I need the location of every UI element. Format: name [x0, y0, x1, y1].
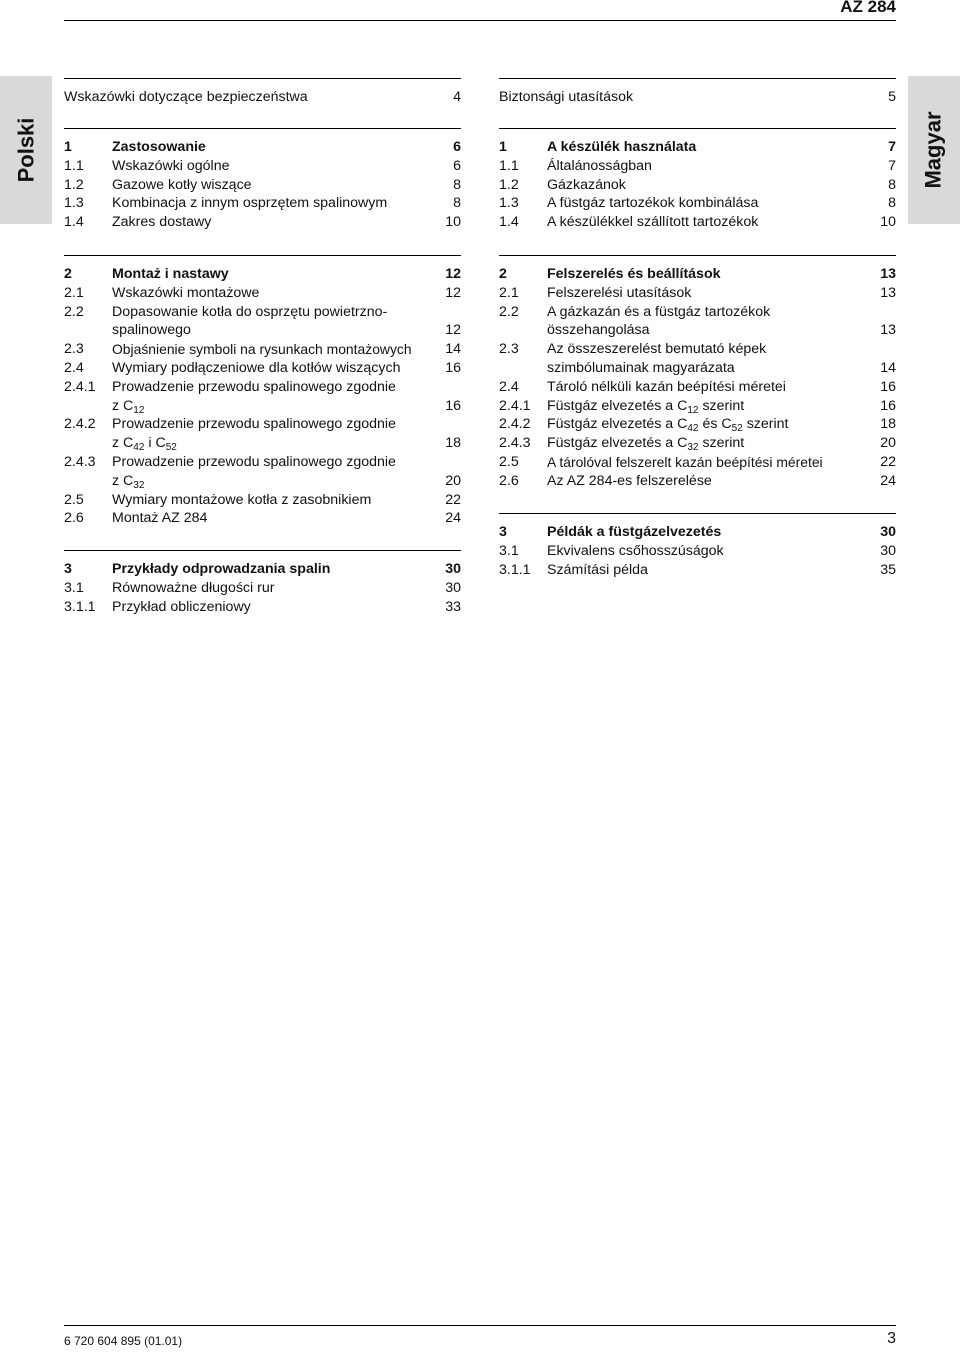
entry-number: 1.1 — [64, 157, 84, 174]
entry-page: 22 — [445, 491, 461, 508]
entry-page: 16 — [445, 359, 461, 376]
entry-number: 1.3 — [499, 195, 519, 212]
toc-entry-continuation — [64, 434, 461, 453]
entry-title: Kombinacja z innym osprzętem spalinowym — [112, 195, 388, 212]
entry-title: Montaż AZ 284 — [112, 510, 208, 527]
entry-title: A készülékkel szállított tartozékok — [547, 214, 759, 231]
entry-title: Az AZ 284-es felszerelése — [547, 472, 712, 489]
entry-title-formula: Füstgáz elvezetés a $C_{12}$ szerint — [547, 397, 745, 416]
entry-title: Wymiary podłączeniowe dla kotłów wiszących — [112, 359, 401, 376]
entry-number: 1.2 — [64, 176, 84, 193]
entry-page: 30 — [445, 579, 461, 596]
entry-page: 8 — [453, 176, 461, 193]
entry-page: 14 — [445, 341, 461, 358]
toc-entry[interactable] — [64, 176, 461, 195]
toc-entry[interactable] — [499, 194, 896, 213]
entry-number: 2.4.3 — [499, 435, 531, 452]
entry-title: Prowadzenie przewodu spalinowego zgodnie — [112, 453, 396, 470]
entry-page: 24 — [445, 510, 461, 527]
entry-title: A gázkazán és a füstgáz tartozékok — [547, 303, 771, 320]
entry-title: spalinowego — [112, 322, 191, 339]
entry-page: 20 — [445, 472, 461, 489]
toc-entry[interactable] — [64, 340, 461, 359]
entry-page: 10 — [880, 214, 896, 231]
toc-entry-continuation — [64, 472, 461, 491]
toc-entry[interactable] — [499, 453, 896, 472]
toc-intro-section — [499, 78, 896, 107]
toc-entry[interactable] — [64, 453, 461, 472]
toc-entry[interactable] — [64, 509, 461, 528]
entry-title: A készülék használata — [547, 139, 697, 155]
toc-entry[interactable] — [64, 415, 461, 434]
language-tab-hungarian — [908, 76, 960, 224]
toc-section-2 — [499, 255, 896, 491]
entry-number: 2.5 — [64, 491, 84, 508]
toc-entry[interactable] — [499, 415, 896, 434]
entry-page: 8 — [888, 176, 896, 193]
toc-entry[interactable] — [499, 303, 896, 322]
entry-page: 7 — [888, 157, 896, 174]
entry-title: Objaśnienie symboli na rysunkach montażowych — [112, 341, 412, 358]
toc-entry[interactable] — [499, 378, 896, 397]
toc-intro-section — [64, 78, 461, 107]
entry-page: 10 — [445, 214, 461, 231]
entry-number: 2 — [64, 266, 72, 282]
entry-number: 3 — [499, 524, 507, 540]
toc-entry[interactable] — [499, 514, 896, 542]
toc-entry[interactable] — [499, 213, 896, 232]
entry-number: 2.4.2 — [499, 416, 531, 433]
entry-title: A füstgáz tartozékok kombinálása — [547, 195, 759, 212]
entry-page: 20 — [880, 435, 896, 452]
entry-number: 2.3 — [499, 341, 519, 358]
language-tab-label: Polski — [13, 117, 38, 183]
page-number: 3 — [887, 1330, 896, 1347]
language-tab-label: Magyar — [921, 111, 947, 189]
toc-entry[interactable] — [499, 561, 896, 580]
toc-entry-continuation — [64, 397, 461, 416]
entry-number: 2.4.2 — [64, 416, 96, 433]
entry-page: 8 — [888, 195, 896, 212]
entry-page: 30 — [445, 561, 461, 577]
entry-number: 1 — [499, 139, 507, 155]
entry-page: 18 — [880, 416, 896, 433]
entry-page: 18 — [445, 435, 461, 452]
toc-entry[interactable] — [499, 340, 896, 359]
entry-page: 13 — [880, 266, 896, 282]
toc-entry[interactable] — [499, 472, 896, 491]
entry-number: 2.1 — [64, 284, 84, 301]
toc-entry[interactable] — [64, 256, 461, 284]
toc-entry[interactable] — [499, 129, 896, 157]
entry-title-formula: z $C_{12}$ — [112, 397, 145, 416]
entry-title: Zastosowanie — [112, 139, 206, 155]
entry-title: Az összeszerelést bemutató képek — [547, 341, 767, 358]
toc-entry[interactable] — [64, 157, 461, 176]
entry-title: Przykłady odprowadzania spalin — [112, 561, 331, 577]
entry-title: Wskazówki montażowe — [112, 284, 260, 301]
entry-title-formula: Füstgáz elvezetés a $C_{32}$ szerint — [547, 435, 745, 454]
entry-title: Gázkazánok — [547, 176, 626, 193]
entry-number: 3.1.1 — [64, 598, 96, 615]
toc-entry[interactable] — [64, 79, 461, 107]
entry-page: 22 — [880, 453, 896, 470]
footer-rule — [64, 1325, 896, 1326]
entry-title: Felszerelési utasítások — [547, 284, 692, 301]
entry-number: 2.6 — [499, 472, 519, 489]
entry-title: Tároló nélküli kazán beépítési méretei — [547, 378, 786, 395]
entry-title: Általánosságban — [547, 157, 652, 174]
entry-number: 3.1.1 — [499, 561, 531, 578]
entry-number: 2 — [499, 266, 507, 282]
entry-number: 2.4 — [64, 359, 84, 376]
toc-entry[interactable] — [64, 129, 461, 157]
entry-number: 2.5 — [499, 453, 519, 470]
entry-title: Biztonsági utasítások — [499, 89, 634, 105]
toc-entry[interactable] — [64, 491, 461, 510]
toc-entry[interactable] — [499, 79, 896, 107]
toc-entry-continuation — [499, 321, 896, 340]
entry-page: 4 — [453, 89, 461, 105]
toc-entry[interactable] — [64, 284, 461, 303]
entry-page: 12 — [445, 284, 461, 301]
entry-number: 2.4 — [499, 378, 519, 395]
entry-number: 1.4 — [64, 214, 84, 231]
entry-title: Prowadzenie przewodu spalinowego zgodnie — [112, 378, 396, 395]
toc-section-3 — [499, 513, 896, 579]
entry-page: 8 — [453, 195, 461, 212]
entry-page: 33 — [445, 598, 461, 615]
toc-entry[interactable] — [64, 213, 461, 232]
entry-page: 16 — [880, 378, 896, 395]
toc-section-2 — [64, 255, 461, 528]
toc-entry[interactable] — [64, 359, 461, 378]
document-code: 6 720 604 895 (01.01) — [64, 1334, 183, 1348]
entry-title: Wskazówki ogólne — [112, 157, 230, 174]
entry-page: 5 — [888, 89, 896, 105]
toc-entry[interactable] — [64, 194, 461, 213]
entry-page: 14 — [880, 359, 896, 376]
entry-page: 6 — [453, 139, 461, 155]
entry-number: 1.2 — [499, 176, 519, 193]
entry-title: Dopasowanie kotła do osprzętu powietrzno- — [112, 303, 388, 320]
entry-number: 2.4.1 — [64, 378, 96, 395]
entry-number: 1.4 — [499, 214, 519, 231]
entry-page: 12 — [445, 322, 461, 339]
entry-page: 16 — [880, 397, 896, 414]
entry-title: Gazowe kotły wiszące — [112, 176, 252, 193]
entry-page: 6 — [453, 157, 461, 174]
entry-number: 2.2 — [499, 303, 519, 320]
entry-number: 1 — [64, 139, 72, 155]
toc-entry[interactable] — [499, 397, 896, 416]
entry-number: 2.2 — [64, 303, 84, 320]
toc-entry[interactable] — [64, 598, 461, 617]
entry-title-formula: Füstgáz elvezetés a $C_{42}$ és $C_{52}$ szerint — [547, 416, 789, 435]
entry-page: 24 — [880, 472, 896, 489]
entry-title: Wymiary montażowe kotła z zasobnikiem — [112, 491, 372, 508]
toc-section-1 — [499, 128, 896, 232]
header-rule — [64, 20, 896, 21]
entry-number: 3.1 — [499, 542, 519, 559]
entry-title: szimbólumainak magyarázata — [547, 359, 735, 376]
entry-title: Równoważne długości rur — [112, 579, 275, 596]
toc-entry[interactable] — [499, 434, 896, 453]
entry-title: Ekvivalens csőhosszúságok — [547, 542, 724, 559]
toc-entry[interactable] — [499, 542, 896, 561]
entry-title: Prowadzenie przewodu spalinowego zgodnie — [112, 416, 396, 433]
toc-section-3 — [64, 550, 461, 616]
toc-entry[interactable] — [499, 176, 896, 195]
entry-title: Felszerelés és beállítások — [547, 266, 721, 282]
toc-section-1 — [64, 128, 461, 232]
entry-title-formula: z $C_{32}$ — [112, 472, 145, 491]
toc-entry-continuation — [64, 321, 461, 340]
entry-title: Wskazówki dotyczące bezpieczeństwa — [64, 89, 308, 105]
toc-entry[interactable] — [64, 303, 461, 322]
entry-number: 2.6 — [64, 510, 84, 527]
entry-number: 2.3 — [64, 341, 84, 358]
entry-title: Példák a füstgázelvezetés — [547, 524, 722, 540]
toc-entry[interactable] — [499, 284, 896, 303]
entry-title: összehangolása — [547, 322, 650, 339]
toc-entry[interactable] — [64, 579, 461, 598]
entry-number: 3.1 — [64, 579, 84, 596]
entry-page: 30 — [880, 542, 896, 559]
language-tab-polish — [0, 76, 52, 224]
entry-number: 3 — [64, 561, 72, 577]
entry-page: 30 — [880, 524, 896, 540]
entry-page: 16 — [445, 397, 461, 414]
toc-entry-continuation — [499, 359, 896, 378]
toc-entry[interactable] — [64, 551, 461, 579]
entry-title: Zakres dostawy — [112, 214, 212, 231]
entry-page: 13 — [880, 284, 896, 301]
entry-number: 2.4.1 — [499, 397, 531, 414]
entry-page: 35 — [880, 561, 896, 578]
toc-entry[interactable] — [499, 256, 896, 284]
toc-entry[interactable] — [499, 157, 896, 176]
entry-title-formula: z $C_{42}$ i $C_{52}$ — [112, 435, 177, 454]
entry-page: 13 — [880, 322, 896, 339]
entry-number: 1.3 — [64, 195, 84, 212]
model-title: AZ 284 — [840, 0, 896, 16]
entry-title: Montaż i nastawy — [112, 266, 229, 282]
entry-number: 2.1 — [499, 284, 519, 301]
entry-page: 12 — [445, 266, 461, 282]
entry-page: 7 — [888, 139, 896, 155]
entry-title: Przykład obliczeniowy — [112, 598, 251, 615]
entry-number: 2.4.3 — [64, 453, 96, 470]
entry-number: 1.1 — [499, 157, 519, 174]
entry-title: Számítási példa — [547, 561, 648, 578]
entry-title: A tárolóval felszerelt kazán beépítési méretei — [547, 453, 823, 470]
toc-entry[interactable] — [64, 378, 461, 397]
